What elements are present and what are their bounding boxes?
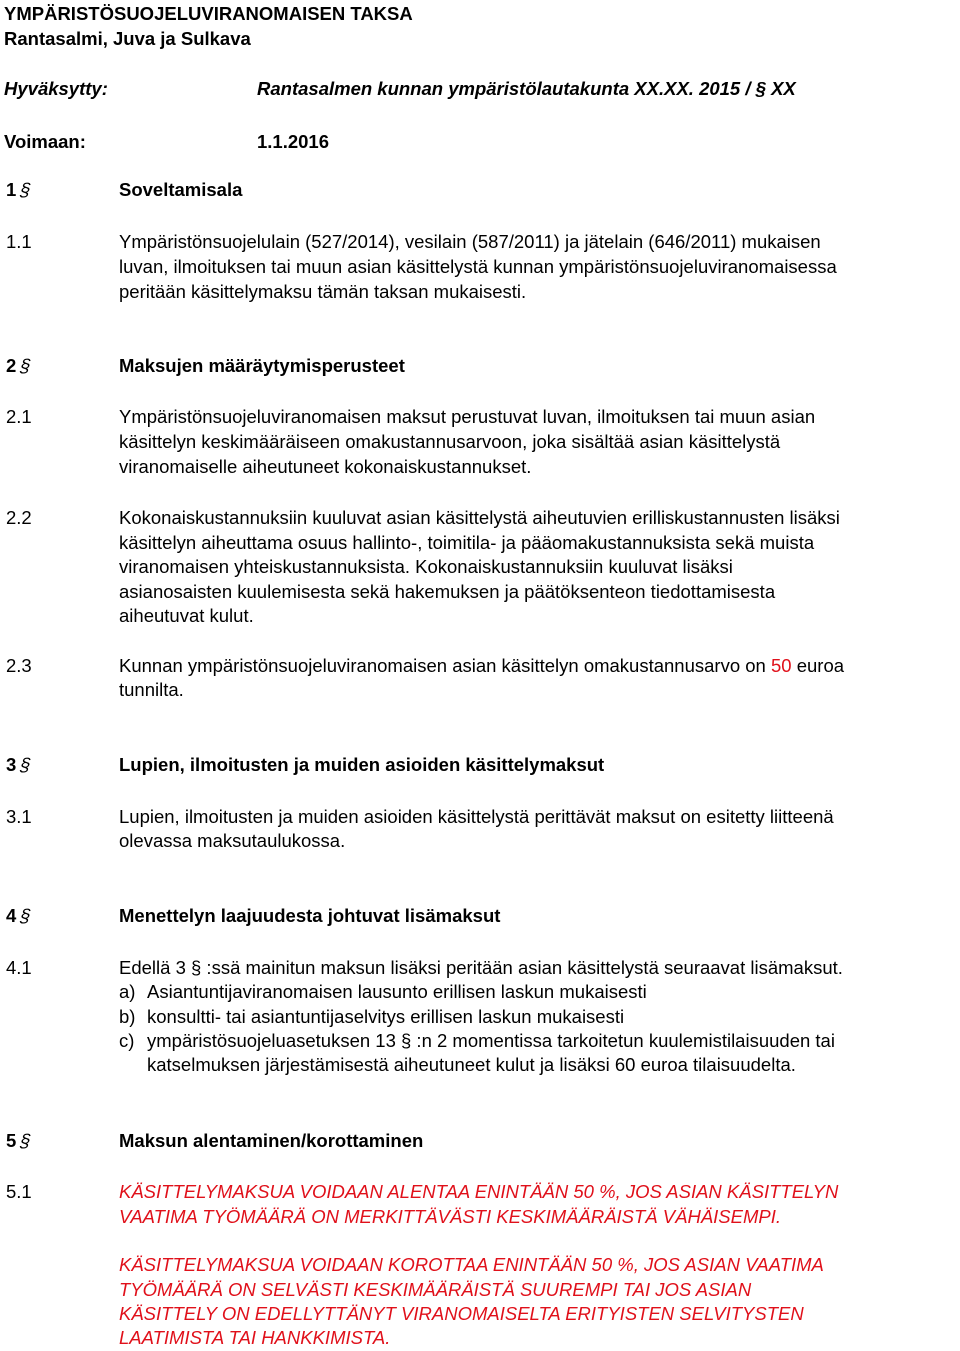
section-3-title: Lupien, ilmoitusten ja muiden asioiden käsittelymaksut	[119, 754, 605, 775]
section-1-title: Soveltamisala	[119, 179, 243, 200]
section-1-number: 1§	[6, 178, 31, 203]
paragraph-1-1-line: luvan, ilmoituksen tai muun asian käsittelystä kunnan ympäristönsuojeluviranomaisessa	[119, 256, 837, 277]
section-sign-icon: §	[17, 754, 34, 775]
list-item: c) ympäristösuojeluasetuksen 13 § :n 2 momentissa tarkoitetun kuulemistilaisuuden tai	[119, 1030, 835, 1051]
effective-value: 1.1.2016	[257, 131, 330, 152]
paragraph-3-1-line: olevassa maksutaulukossa.	[119, 830, 346, 851]
paragraph-2-3-number: 2.3	[6, 655, 32, 676]
document-subtitle: Rantasalmi, Juva ja Sulkava	[4, 28, 251, 49]
effective-label: Voimaan:	[4, 131, 86, 152]
section-2-number: 2§	[6, 354, 31, 379]
section-sign-icon: §	[17, 179, 34, 200]
section-2-title: Maksujen määräytymisperusteet	[119, 355, 405, 376]
paragraph-3-1-line: Lupien, ilmoitusten ja muiden asioiden käsittelystä perittävät maksut on esitetty liitteenä	[119, 806, 834, 827]
paragraph-2-3-line: Kunnan ympäristönsuojeluviranomaisen asian käsittelyn omakustannusarvo on 50 euroa	[119, 655, 845, 676]
paragraph-2-2-number: 2.2	[6, 507, 32, 528]
paragraph-2-3-line: tunnilta.	[119, 679, 184, 700]
section-sign-icon: §	[17, 355, 34, 376]
paragraph-4-1-intro: Edellä 3 § :ssä mainitun maksun lisäksi peritään asian käsittelystä seuraavat lisämaksut.	[119, 957, 843, 978]
list-item-continuation: katselmuksen järjestämisestä aiheutuneet kulut ja lisäksi 60 euroa tilaisuudelta.	[147, 1054, 796, 1075]
section-sign-icon: §	[17, 905, 34, 926]
hourly-rate-value: 50	[770, 655, 792, 676]
section-5-number: 5§	[6, 1129, 31, 1154]
paragraph-3-1-number: 3.1	[6, 806, 32, 827]
paragraph-4-1-number: 4.1	[6, 957, 32, 978]
paragraph-2-1-line: Ympäristönsuojeluviranomaisen maksut perustuvat luvan, ilmoituksen tai muun asian	[119, 406, 816, 427]
paragraph-1-1-line: peritään käsittelymaksu tämän taksan mukaisesti.	[119, 281, 527, 302]
paragraph-2-1-line: käsittelyn keskimääräiseen omakustannusarvoon, joka sisältää asian käsittelystä	[119, 431, 781, 452]
paragraph-2-2-line: Kokonaiskustannuksiin kuuluvat asian käsittelystä aiheutuvien erilliskustannusten lisäksi	[119, 507, 840, 528]
section-3-number: 3§	[6, 753, 31, 778]
paragraph-5-1b-line: TYÖMÄÄRÄ ON SELVÄSTI KESKIMÄÄRÄISTÄ SUUREMPI TAI JOS ASIAN	[119, 1279, 752, 1300]
section-4-number: 4§	[6, 904, 31, 929]
paragraph-5-1-line: KÄSITTELYMAKSUA VOIDAAN ALENTAA ENINTÄÄN 50 %, JOS ASIAN KÄSITTELYN	[119, 1181, 839, 1202]
approved-label: Hyväksytty:	[4, 78, 108, 99]
paragraph-5-1-number: 5.1	[6, 1181, 32, 1202]
paragraph-5-1b-line: LAATIMISTA TAI HANKKIMISTA.	[119, 1327, 391, 1348]
paragraph-2-2-line: aiheutuvat kulut.	[119, 605, 254, 626]
list-item: a) Asiantuntijaviranomaisen lausunto erillisen laskun mukaisesti	[119, 981, 647, 1002]
paragraph-1-1-number: 1.1	[6, 231, 32, 252]
section-sign-icon: §	[17, 1130, 34, 1151]
section-5-title: Maksun alentaminen/korottaminen	[119, 1130, 424, 1151]
paragraph-5-1-line: VAATIMA TYÖMÄÄRÄ ON MERKITTÄVÄSTI KESKIMÄÄRÄISTÄ VÄHÄISEMPI.	[119, 1206, 782, 1227]
list-item: b) konsultti- tai asiantuntijaselvitys erillisen laskun mukaisesti	[119, 1006, 625, 1027]
section-4-title: Menettelyn laajuudesta johtuvat lisämaksut	[119, 905, 501, 926]
paragraph-2-2-line: käsittelyn aiheuttama osuus hallinto-, toimitila- ja pääomakustannuksista sekä muista	[119, 532, 815, 553]
approved-value: Rantasalmen kunnan ympäristölautakunta XX.XX. 2015 / § XX	[257, 78, 796, 99]
document-title: YMPÄRISTÖSUOJELUVIRANOMAISEN TAKSA	[4, 3, 413, 24]
paragraph-5-1b-line: KÄSITTELYMAKSUA VOIDAAN KOROTTAA ENINTÄÄN 50 %, JOS ASIAN VAATIMA	[119, 1254, 824, 1275]
paragraph-1-1-line: Ympäristönsuojelulain (527/2014), vesilain (587/2011) ja jätelain (646/2011) mukaisen	[119, 231, 821, 252]
paragraph-2-1-line: viranomaiselle aiheutuneet kokonaiskustannukset.	[119, 456, 532, 477]
paragraph-2-2-line: asianosaisten kuulemisesta sekä hakemuksen ja päätöksenteon tiedottamisesta	[119, 581, 776, 602]
paragraph-2-2-line: viranomaisen yhteiskustannuksista. Kokonaiskustannuksiin kuuluvat lisäksi	[119, 556, 733, 577]
paragraph-2-1-number: 2.1	[6, 406, 32, 427]
paragraph-5-1b-line: KÄSITTELY ON EDELLYTTÄNYT VIRANOMAISELTA ERITYISTEN SELVITYSTEN	[119, 1303, 804, 1324]
